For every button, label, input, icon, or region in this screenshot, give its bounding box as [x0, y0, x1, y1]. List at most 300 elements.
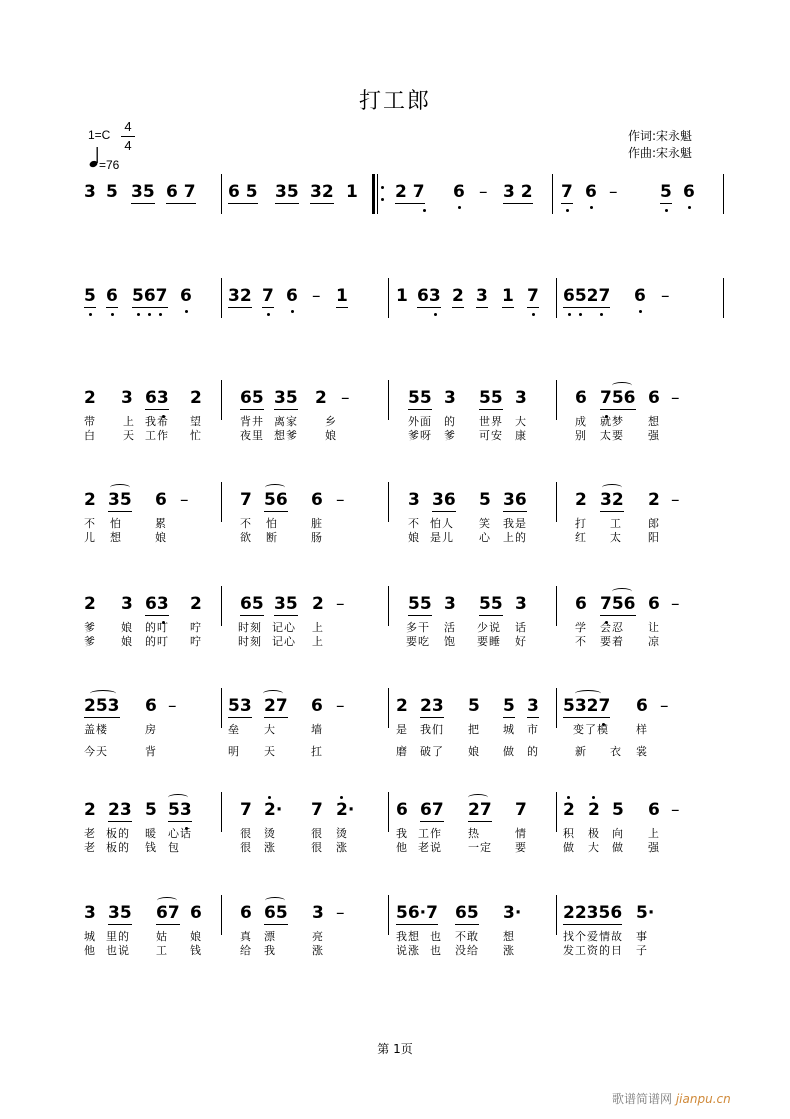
lyric: 爹	[84, 621, 96, 634]
note: 3	[444, 388, 456, 408]
lyric: 娘	[408, 531, 420, 544]
lyric: 向	[612, 827, 624, 840]
note: 6	[453, 182, 465, 202]
note: 1	[336, 286, 348, 306]
lyric: 强	[648, 429, 660, 442]
note: 5327	[563, 696, 611, 716]
lyric: 的叮	[145, 621, 169, 634]
lyric: 望	[190, 415, 202, 428]
lyric: 盖楼	[84, 723, 108, 736]
lyric: 明	[228, 745, 240, 758]
note: 7	[240, 800, 252, 820]
hold-dash: –	[336, 903, 345, 923]
barline	[221, 792, 222, 832]
lyric: 要	[515, 841, 527, 854]
lower-octave-dot	[185, 310, 188, 313]
note: 35	[108, 490, 132, 510]
note: 6	[648, 388, 660, 408]
note: 7	[240, 490, 252, 510]
lyric: 乡	[325, 415, 337, 428]
note: 55	[408, 388, 432, 408]
lyric: 发工资的日	[563, 944, 623, 957]
barline	[221, 278, 222, 318]
hold-dash: –	[671, 594, 680, 614]
lyric: 少说	[477, 621, 501, 634]
note: 6	[585, 182, 597, 202]
barline	[556, 688, 557, 728]
barline	[221, 895, 222, 935]
note: 6	[106, 286, 118, 306]
lyric: 活	[444, 621, 456, 634]
lyric: 强	[648, 841, 660, 854]
note: 55	[408, 594, 432, 614]
lyric: 肠	[311, 531, 323, 544]
barline	[388, 688, 389, 728]
lyric: 不敢	[455, 930, 479, 943]
watermark-en: jianpu.cn	[675, 1092, 731, 1106]
note: 6	[396, 800, 408, 820]
note: 6	[311, 490, 323, 510]
note: 2	[588, 800, 600, 820]
time-signature-divider	[121, 136, 135, 137]
note: 3	[84, 903, 96, 923]
lyric: 笑	[479, 517, 491, 530]
hold-dash: –	[336, 594, 345, 614]
lyric: 暖	[145, 827, 157, 840]
note: 6527	[563, 286, 611, 306]
lyric: 背	[145, 745, 157, 758]
lyric: 爹呀	[408, 429, 432, 442]
lyric: 是	[396, 723, 408, 736]
lyric: 红	[575, 531, 587, 544]
lyric: 破了	[420, 745, 444, 758]
lyric: 很	[240, 827, 252, 840]
watermark	[612, 1090, 731, 1107]
hold-dash: –	[341, 388, 350, 408]
barline	[221, 380, 222, 420]
note: 36	[503, 490, 527, 510]
lyric: 想	[110, 531, 122, 544]
lyric: 让	[648, 621, 660, 634]
lyric: 心	[479, 531, 491, 544]
note: 35	[274, 388, 298, 408]
lower-octave-dot	[267, 313, 270, 316]
composer-credit: 作曲:宋永魁	[628, 146, 693, 160]
hold-dash: –	[336, 490, 345, 510]
note: 6	[648, 594, 660, 614]
lyric: 亮	[312, 930, 324, 943]
lower-octave-dot	[89, 313, 92, 316]
barline	[388, 278, 389, 318]
key-signature: 1=C	[88, 128, 111, 142]
lyric: 天	[123, 429, 135, 442]
note: 3 2	[503, 182, 533, 202]
lower-octave-dot	[688, 206, 691, 209]
note: 2	[84, 594, 96, 614]
lower-octave-dot	[639, 310, 642, 313]
lyric: 今天	[84, 745, 108, 758]
lower-octave-dot	[111, 313, 114, 316]
lyric: 新	[575, 745, 587, 758]
note: 3	[408, 490, 420, 510]
lyric: 成	[575, 415, 587, 428]
note: 3	[121, 594, 133, 614]
lyric: 工	[156, 944, 168, 957]
barline	[556, 380, 557, 420]
lyric: 他	[396, 841, 408, 854]
lyric: 我们	[420, 723, 444, 736]
lyric: 不	[84, 517, 96, 530]
note: 3	[476, 286, 488, 306]
note: 2	[575, 490, 587, 510]
note: 6	[240, 903, 252, 923]
lyric: 给	[240, 944, 252, 957]
barline	[723, 278, 724, 318]
note: 23	[420, 696, 444, 716]
note: 36	[432, 490, 456, 510]
barline	[388, 380, 389, 420]
note: 756	[600, 388, 636, 408]
lyric: 样	[636, 723, 648, 736]
note: 6 7	[166, 182, 196, 202]
barline	[556, 895, 557, 935]
note: 5	[84, 286, 96, 306]
lyric: 说涨	[396, 944, 420, 957]
note: 7	[561, 182, 573, 202]
note: 3	[444, 594, 456, 614]
note: 5	[468, 696, 480, 716]
lyric: 漂	[264, 930, 276, 943]
lyric: 做	[612, 841, 624, 854]
lyric: 娘	[325, 429, 337, 442]
lyric: 扛	[311, 745, 323, 758]
lyric: 城	[84, 930, 96, 943]
lyric: 可安	[479, 429, 503, 442]
hold-dash: –	[671, 388, 680, 408]
lyric: 很	[240, 841, 252, 854]
song-title: 打工郎	[358, 89, 431, 114]
lyric: 爹	[444, 429, 456, 442]
lyric: 上的	[503, 531, 527, 544]
lyric: 墙	[311, 723, 323, 736]
hold-dash: –	[660, 696, 669, 716]
lyric: 大	[588, 841, 600, 854]
lyric: 板的	[106, 827, 130, 840]
note: 3	[527, 696, 539, 716]
lyric: 凉	[648, 635, 660, 648]
lyric: 做	[503, 745, 515, 758]
lyric: 上	[312, 635, 324, 648]
lyric: 太要	[600, 429, 624, 442]
lyric: 忙	[190, 429, 202, 442]
note: 27	[468, 800, 492, 820]
hold-dash: –	[168, 696, 177, 716]
upper-octave-dot	[567, 796, 570, 799]
barline	[221, 174, 222, 214]
lyric: 很	[311, 827, 323, 840]
lyric: 做	[563, 841, 575, 854]
lyric: 娘	[468, 745, 480, 758]
note: 3·	[503, 903, 522, 923]
lyric: 我想	[396, 930, 420, 943]
lyric: 就梦	[600, 415, 624, 428]
lyric: 涨	[336, 841, 348, 854]
note: 35	[275, 182, 299, 202]
note: 67	[156, 903, 180, 923]
lyric: 咛	[190, 621, 202, 634]
lyric: 不	[240, 517, 252, 530]
note: 1	[396, 286, 408, 306]
lyric: 想爹	[274, 429, 298, 442]
lyric: 找个爱情故	[563, 930, 623, 943]
lyric: 学	[575, 621, 587, 634]
lower-octave-dot	[148, 313, 151, 316]
lyric: 城	[503, 723, 515, 736]
note: 2	[563, 800, 575, 820]
lyric: 上	[312, 621, 324, 634]
lyric: 好	[515, 635, 527, 648]
lyric: 我希	[145, 415, 169, 428]
note: 22356	[563, 903, 623, 923]
lyric: 背井	[240, 415, 264, 428]
barline	[388, 482, 389, 522]
hold-dash: –	[336, 696, 345, 716]
lyric: 钱	[190, 944, 202, 957]
lyric: 要睡	[477, 635, 501, 648]
lyric: 夜里	[240, 429, 264, 442]
lyric: 饱	[444, 635, 456, 648]
note: 55	[479, 594, 503, 614]
tempo-marking: =76	[99, 158, 120, 172]
note: 2	[648, 490, 660, 510]
lyric: 我是	[503, 517, 527, 530]
note: 35	[274, 594, 298, 614]
note: 65	[455, 903, 479, 923]
lyric: 话	[515, 621, 527, 634]
hold-dash: –	[180, 490, 189, 510]
lyric: 打	[575, 517, 587, 530]
note: 63	[145, 388, 169, 408]
lyric: 时刻	[238, 621, 262, 634]
lower-octave-dot	[159, 313, 162, 316]
note: 23	[108, 800, 132, 820]
note: 5	[106, 182, 118, 202]
lyric: 事	[636, 930, 648, 943]
note: 5	[612, 800, 624, 820]
note: 253	[84, 696, 120, 716]
lyric: 房	[145, 723, 157, 736]
lyric: 涨	[312, 944, 324, 957]
note: 32	[310, 182, 334, 202]
lyric: 老	[84, 827, 96, 840]
note: 6	[145, 696, 157, 716]
note: 32	[228, 286, 252, 306]
lyric: 记心	[272, 635, 296, 648]
note: 6 5	[228, 182, 258, 202]
barline	[388, 895, 389, 935]
note: 756	[600, 594, 636, 614]
note: 6	[155, 490, 167, 510]
note: 65	[240, 388, 264, 408]
lyric: 里的	[106, 930, 130, 943]
hold-dash: –	[609, 182, 618, 202]
lyric: 断	[266, 531, 278, 544]
barline	[556, 482, 557, 522]
note: 5	[660, 182, 672, 202]
watermark-cn: 歌谱简谱网	[612, 1092, 673, 1106]
note: 53	[228, 696, 252, 716]
note: 3	[515, 388, 527, 408]
note: 56·7	[396, 903, 438, 923]
lyric: 外面	[408, 415, 432, 428]
lyric: 累	[155, 517, 167, 530]
lower-octave-dot	[423, 209, 426, 212]
lyric: 白	[84, 429, 96, 442]
lyric: 咛	[190, 635, 202, 648]
lyric: 不	[575, 635, 587, 648]
lyric: 烫	[264, 827, 276, 840]
lyric: 想	[648, 415, 660, 428]
lyric: 老说	[418, 841, 442, 854]
lower-octave-dot	[137, 313, 140, 316]
lyric: 积	[563, 827, 575, 840]
barline	[556, 278, 557, 318]
lyric: 老	[84, 841, 96, 854]
lyric: 上	[123, 415, 135, 428]
upper-octave-dot	[592, 796, 595, 799]
lyric: 天	[264, 745, 276, 758]
note: 35	[108, 903, 132, 923]
note: 56	[264, 490, 288, 510]
lyric: 一定	[468, 841, 492, 854]
note: 7	[262, 286, 274, 306]
note: 35	[131, 182, 155, 202]
lyric: 板的	[106, 841, 130, 854]
note: 6	[648, 800, 660, 820]
lyric: 儿	[84, 531, 96, 544]
note: 27	[264, 696, 288, 716]
note: 2	[84, 490, 96, 510]
barline	[388, 586, 389, 626]
lyric: 的	[527, 745, 539, 758]
barline	[388, 792, 389, 832]
lyric: 离家	[274, 415, 298, 428]
lyric: 康	[515, 429, 527, 442]
lyric: 欲	[240, 531, 252, 544]
lower-octave-dot	[532, 313, 535, 316]
note: 7	[311, 800, 323, 820]
note: 32	[600, 490, 624, 510]
lyric: 记心	[272, 621, 296, 634]
note: 2	[396, 696, 408, 716]
lyric: 怕	[110, 517, 122, 530]
lyric: 子	[636, 944, 648, 957]
lyric: 是儿	[430, 531, 454, 544]
note: 1	[502, 286, 514, 306]
note: 63	[145, 594, 169, 614]
lyric: 工作	[145, 429, 169, 442]
note: 6	[575, 594, 587, 614]
lyric: 姑	[156, 930, 168, 943]
lyric: 世界	[479, 415, 503, 428]
lyric: 我	[264, 944, 276, 957]
lyric: 上	[648, 827, 660, 840]
note: 2 7	[395, 182, 425, 202]
lyric: 要吃	[406, 635, 430, 648]
lyric: 多干	[406, 621, 430, 634]
hold-dash: –	[479, 182, 488, 202]
lyric: 热	[468, 827, 480, 840]
time-signature-top: 4	[124, 119, 132, 134]
barline	[221, 482, 222, 522]
hold-dash: –	[671, 800, 680, 820]
repeat-sign	[372, 174, 384, 214]
lyric: 娘	[155, 531, 167, 544]
note: 6	[634, 286, 646, 306]
lyric: 阳	[648, 531, 660, 544]
note: 2	[190, 594, 202, 614]
note: 6	[636, 696, 648, 716]
lyric: 怕人	[430, 517, 454, 530]
lyric: 时刻	[238, 635, 262, 648]
lyric: 衣	[610, 745, 622, 758]
upper-octave-dot	[340, 796, 343, 799]
lyric: 大	[515, 415, 527, 428]
lyric: 极	[588, 827, 600, 840]
note: 6	[190, 903, 202, 923]
lyric: 太	[610, 531, 622, 544]
note: 65	[240, 594, 264, 614]
lyric: 垒	[228, 723, 240, 736]
lower-octave-dot	[590, 206, 593, 209]
lyric: 把	[468, 723, 480, 736]
lyric: 市	[527, 723, 539, 736]
lyric: 也	[430, 944, 442, 957]
note: 2	[315, 388, 327, 408]
lyricist-credit: 作词:宋永魁	[628, 129, 693, 143]
lyric: 爹	[84, 635, 96, 648]
note: 5·	[636, 903, 655, 923]
lyric: 郎	[648, 517, 660, 530]
lyric: 心话	[168, 827, 192, 840]
lyric: 的叮	[145, 635, 169, 648]
lower-octave-dot	[566, 209, 569, 212]
lyric: 裳	[636, 745, 648, 758]
note: 7	[515, 800, 527, 820]
lyric: 很	[311, 841, 323, 854]
note: 6	[286, 286, 298, 306]
barline	[556, 586, 557, 626]
note: 2	[190, 388, 202, 408]
note: 65	[264, 903, 288, 923]
lyric: 大	[264, 723, 276, 736]
lyric: 的	[444, 415, 456, 428]
note: 5	[503, 696, 515, 716]
note: 2	[84, 800, 96, 820]
note: 55	[479, 388, 503, 408]
lyric: 情	[515, 827, 527, 840]
note: 5	[479, 490, 491, 510]
lyric: 脏	[311, 517, 323, 530]
note: 53	[168, 800, 192, 820]
lyric: 涨	[503, 944, 515, 957]
note: 67	[420, 800, 444, 820]
note: 3	[121, 388, 133, 408]
note: 2	[312, 594, 324, 614]
note: 2·	[336, 800, 355, 820]
note: 1	[346, 182, 358, 202]
lower-octave-dot	[458, 206, 461, 209]
